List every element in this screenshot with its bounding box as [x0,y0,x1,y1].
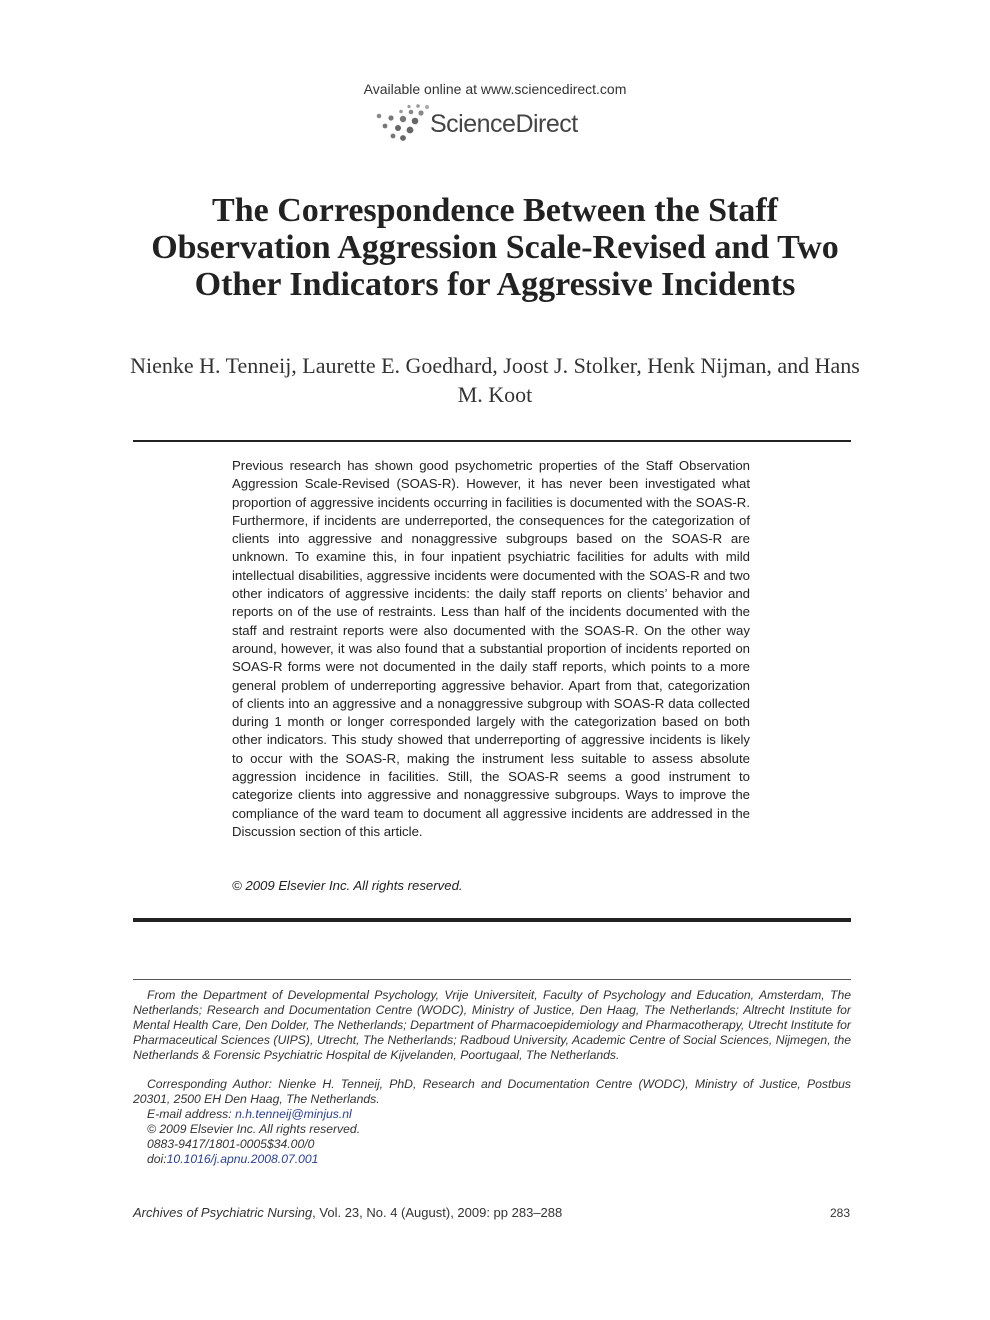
journal-volume-info: , Vol. 23, No. 4 (August), 2009: pp 283–288 [312,1205,563,1220]
email-label: E-mail address: [147,1107,236,1121]
abstract-top-rule [133,440,851,442]
footnote-rule [133,979,851,980]
available-online-text: Available online at www.sciencedirect.com [363,81,627,97]
article-title: The Correspondence Between the Staff Observation Aggression Scale-Revised and Two Other Indicators for Aggressive Incidents [151,192,839,303]
page-number: 283 [829,1206,850,1220]
doi-link[interactable]: 10.1016/j.apnu.2008.07.001 [166,1152,319,1166]
affiliation-footnote [133,988,851,1063]
email-link[interactable]: n.h.tenneij@minjus.nl [235,1107,352,1121]
affiliation-text: From the Department of Developmental Psychology, Vrije Universiteit, Faculty of Psychology and Education, Amsterdam, The Netherlands; Research and Documentation Centre (WODC), Ministry of Justice, Den Haag, The Netherlands; Altrecht Institute for Mental Health Care, Den Dolder, The Netherlands; Department of Pharmacoepidemiology and Pharmacotherapy, Utrecht Institute for Pharmaceutical Sciences (UIPS), Utrecht, The Netherlands; Radboud University, Academic Centre of Social Sciences, Nijmegen, the Netherlands & Forensic Psychiatric Hospital de Kijvelanden, Poortugaal, The Netherlands. [133,988,851,1062]
doi-line [147,1152,318,1167]
abstract-bottom-rule [133,918,851,922]
corresponding-author-text: Corresponding Author: Nienke H. Tenneij, PhD, Research and Documentation Centre (WODC), Ministry of Justice, Postbus 20301, 2500 EH Den Haag, The Netherlands. [133,1077,851,1106]
journal-name: Archives of Psychiatric Nursing [133,1205,313,1220]
issn-code: 0883-9417/1801-0005$34.00/0 [147,1137,315,1151]
footnote-copyright: © 2009 Elsevier Inc. All rights reserved. [147,1122,361,1136]
article-authors: Nienke H. Tenneij, Laurette E. Goedhard, Joost J. Stolker, Henk Nijman, and Hans M. Koot [130,353,860,407]
sciencedirect-logo[interactable] [374,104,614,144]
abstract-copyright: © 2009 Elsevier Inc. All rights reserved. [232,878,463,893]
sciencedirect-dots-icon [374,104,434,144]
email-line [147,1107,352,1122]
doi-label: doi: [147,1152,167,1166]
sciencedirect-wordmark: ScienceDirect [430,110,578,138]
abstract-text: Previous research has shown good psychometric properties of the Staff Observation Aggression Scale-Revised (SOAS-R). However, it has never been investigated what proportion of aggressive incidents occurring in facilities is documented with the SOAS-R. Furthermore, if incidents are underreported, the consequences for the categorization of clients into aggressive and nonaggressive subgroups based on the SOAS-R are unknown. To examine this, in four inpatient psychiatric facilities for adults with mild intellectual disabilities, aggressive incidents were documented with the SOAS-R and two other indicators of aggressive incidents: the daily staff reports on clients’ behavior and reports on of the use of restraints. Less than half of the incidents documented with the staff and restraint reports were also documented with the SOAS-R. On the other way around, however, it was also found that a substantial proportion of incidents reported on SOAS-R forms were not documented in the daily staff reports, which points to a more general problem of underreporting aggressive behavior. Apart from that, categorization of clients into an aggressive and a nonaggressive subgroup with SOAS-R data collected during 1 month or longer corresponded largely with the categorization based on both other indicators. This study showed that underreporting of aggressive incidents is likely to occur with the SOAS-R, making the instrument less suitable to assess absolute aggression incidence in facilities. Still, the SOAS-R seems a good instrument to categorize clients into aggressive and nonaggressive subgroups. Ways to improve the compliance of the ward team to document all aggressive incidents are addressed in the Discussion section of this article. [232,458,750,839]
journal-citation [133,1205,562,1220]
corresponding-author-footnote [133,1077,851,1107]
